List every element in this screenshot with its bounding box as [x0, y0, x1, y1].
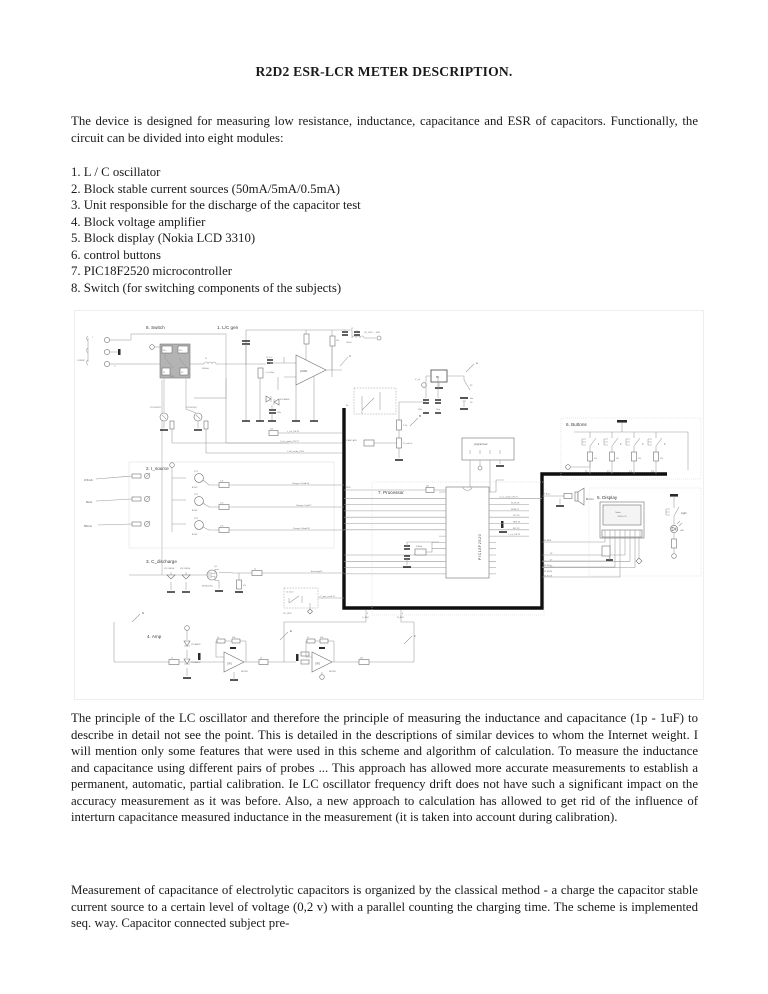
arrow-c-label: C [349, 354, 352, 358]
mcu-net-21: L_cal_ON 21 [508, 534, 521, 537]
svg-text:1k: 1k [254, 568, 256, 571]
svg-text:100p: 100p [436, 409, 440, 411]
svg-text:2.2k: 2.2k [220, 480, 224, 483]
current-source-05ma [84, 471, 344, 489]
vt6-label: VT6 BC847 [186, 407, 197, 409]
block-amp-label: 4. Amp [147, 634, 162, 639]
current-source-50ma [84, 518, 344, 536]
programmer-label: programmer [474, 443, 488, 446]
net-charge5: Charge i 5mA 17 [296, 504, 312, 507]
module-list [71, 164, 698, 296]
button-4 [648, 432, 666, 474]
lcd-label-2: 3310 LCD [617, 516, 627, 518]
ucvdd-label: UC_VDD [283, 613, 292, 615]
led-label: LED [680, 530, 685, 532]
schematic-svg [74, 310, 705, 701]
block-processor-label: 7. Processor [378, 490, 404, 495]
button-2 [604, 432, 622, 474]
mcu-net-22: INC 22 [513, 527, 520, 530]
net-25: 25 SDIN [544, 571, 552, 573]
svg-text:51k: 51k [616, 458, 619, 460]
list-item: 3. Unit responsible for the discharge of the capacitor test [71, 198, 361, 213]
net-rmode: C+/R_mode_ON 5 [287, 451, 305, 453]
regulator-label: 8v [436, 375, 440, 379]
list-item: 5. Block display (Nokia LCD 3310) [71, 231, 256, 246]
svg-text:S1: S1 [470, 385, 473, 387]
svg-text:3: 3 [642, 443, 644, 446]
net-18: 18 [550, 553, 553, 555]
button-pin-label: 13 [629, 470, 632, 474]
battery-label: Bat [470, 398, 474, 400]
probe-l-label: L [92, 337, 94, 339]
svg-text:2: 2 [620, 443, 622, 446]
light-label: Light [681, 512, 687, 515]
crystal-label: 0.5MHz [416, 546, 423, 548]
vt1-label: VT1 [194, 471, 198, 473]
current-source-5ma [86, 494, 344, 512]
arrow-e-label: E [290, 629, 293, 633]
block-buzzer [542, 488, 594, 506]
block-display [542, 488, 701, 578]
block-switch [77, 325, 289, 575]
block-buttons-label: 6. Buttons [566, 422, 587, 427]
lcd-label-1: Nokia [615, 512, 621, 514]
block-amp [114, 610, 416, 680]
list-item: 2. Block stable current sources (50mA/5mA/0.5mA) [71, 181, 341, 196]
net-res23: 23 RES [544, 540, 552, 542]
block-buttons [561, 418, 701, 479]
svg-text:1k: 1k [260, 657, 262, 660]
svg-text:10k: 10k [336, 340, 339, 342]
intro-paragraph: The device is designed for measuring low resistance, inductance, capacitance and ESR of capacitors. Functionally, the circuit can be divided into eight modules: [71, 114, 698, 145]
relay-pin [150, 345, 155, 350]
bplus-label: B+ [346, 405, 349, 407]
probe-c-label: C [114, 366, 116, 368]
probe-jack [104, 337, 109, 342]
l1-label: L1 [205, 358, 208, 360]
block-bat-adc [346, 402, 426, 460]
block-power [415, 361, 478, 413]
vt2-label: VT2 [194, 494, 198, 496]
block-isource-label: 2. I_source [146, 466, 169, 471]
list-item: 4. Block voltage amplifier [71, 214, 206, 229]
vd2-label: VD2 1N4004 [180, 568, 191, 570]
net-17: 17 [550, 559, 553, 562]
net-cmode: C+/-L_mode_ON 27 [280, 441, 299, 443]
mcu-net-23: RES 23 [513, 521, 521, 524]
block-programmer [446, 438, 514, 492]
arrow-a-label: A [476, 361, 479, 365]
button-1 [582, 432, 600, 474]
svg-text:100n: 100n [418, 409, 422, 411]
current-label: 5mA [86, 500, 93, 504]
net-vdd: VDD [346, 487, 351, 489]
l1-value: 50/80uH [202, 368, 209, 370]
vref-label: V_ref [415, 379, 420, 381]
net-charge50: Charge i 50mA 18 [293, 527, 310, 530]
mcu-chip [446, 487, 489, 578]
svg-text:47k: 47k [243, 585, 246, 587]
block-processor [344, 480, 544, 615]
op2-type: MCP601 [329, 671, 336, 673]
button-pin-label: 23 [651, 470, 654, 474]
svg-text:K1a: K1a [163, 350, 167, 352]
button-pin-label: 11 [585, 470, 588, 474]
cselect-label: C1 select [286, 591, 294, 594]
svg-text:2.2k: 2.2k [220, 525, 224, 528]
block-cdischarge-label: 3. C_discharge [146, 559, 177, 564]
mosfet-label: IRLML2502 [202, 585, 213, 588]
circuit-schematic [74, 310, 705, 701]
vdd-note: UC_VDD → VDD [364, 332, 381, 334]
block-switch-label: 8. Switch [146, 325, 165, 330]
block-display-label: 5. Display [597, 495, 618, 500]
svg-text:BC847: BC847 [192, 487, 198, 489]
net-discharge: discharge15 [311, 570, 323, 573]
op1-label: OP1 [227, 662, 233, 666]
mosfet [207, 570, 217, 580]
list-item: 1. L / C oscillator [71, 165, 161, 179]
svg-text:BC847: BC847 [192, 534, 198, 536]
q1-label: Q1 [214, 566, 217, 568]
vt5-label: VT5 BC847 [150, 407, 161, 409]
svg-text:2.2k: 2.2k [220, 502, 224, 505]
svg-text:4: 4 [664, 443, 666, 446]
mcu-label: PIC18F2520 [478, 533, 482, 560]
probe-comnc-label: COMNC [77, 360, 85, 362]
net-r-adc-num: 4 [402, 613, 404, 615]
list-item: 8. Switch (for switching components of the subjects) [71, 280, 342, 295]
page-title: R2D2 ESR-LCR METER DESCRIPTION. [255, 64, 513, 79]
mcu-net-27: C+/-L_mode_ON 27 [499, 496, 518, 499]
mcu-net-24: D/C 24 [513, 515, 520, 518]
svg-text:1: 1 [598, 443, 600, 446]
net-bat-adc: 2 BAT_ADC [346, 440, 358, 442]
net-r-adc: R_ADC [397, 617, 405, 619]
capacitance-paragraph: Measurement of capacitance of electrolytic capacitors is organized by the classical method - a charge the capacitor stable current source to a certain level of voltage (0,2 v) with a parallel counting the charging time. The scheme is implemented seq. way. Capacitor connected subject pre- [71, 883, 698, 931]
net-16: 16 [550, 565, 553, 568]
l2-value: 100uH [346, 342, 352, 344]
op1-type: MCP601 [241, 671, 248, 673]
list-item: 7. PIC18F2520 microcontroller [71, 264, 233, 279]
vd5-label: VD5 BAV99 [280, 399, 290, 401]
svg-text:150: 150 [270, 428, 273, 431]
net-lcal: L_cal_ON 21 [287, 431, 300, 433]
lc-oscillator-paragraph: The principle of the LC oscillator and therefore the principle of measuring the inductance and capacitance (1p - 1uF) to describe in detail not see the point. This is detailed in the descriptions of similar devices to whom the Internet weight. I will mention only some features that were used in this scheme and algorithm of calculation. To measure the inductance and capacitance using different pairs of probes ... This approach has allowed more accurate measurements to establish a permanent, automatic, partial calibration. Ie LC oscillator frequency drift does not have such a significant impact on the accuracy measurement as it was before. Also, a new approach to calculation has allowed to get rid of the influence of interturn capacitance measured inductance in the measurement (it is taken into account during calibration). [71, 711, 698, 825]
net-cond: +C_gen_cond 14 [319, 595, 335, 598]
arrow-d-label: D [142, 611, 145, 615]
svg-text:51k: 51k [594, 458, 597, 460]
buzzer-label: Buzzer [586, 498, 594, 501]
block-c-discharge [129, 559, 344, 592]
block-i-source [84, 462, 344, 548]
rstab-label: R_stab 1k [403, 443, 413, 445]
block-lcgen-label: 1. L/C gen [217, 325, 239, 330]
vd1-label: VD1 1N4004 [164, 568, 175, 570]
ccal-label: C_cal 500p [265, 372, 275, 374]
arrow-b-label: B [419, 414, 422, 418]
op2-label: OP2 [315, 662, 321, 666]
svg-text:6.8k: 6.8k [320, 637, 324, 639]
relay-label: PK-2 [170, 376, 175, 378]
net-charge05: Charge i 0.5mA 16 [292, 482, 310, 485]
svg-text:K2a: K2a [179, 350, 183, 352]
mcu-net-26: SCLK 26 [511, 502, 520, 505]
svg-text:10k: 10k [426, 485, 429, 488]
svg-text:BC847: BC847 [192, 510, 198, 512]
button-pin-label: 12 [607, 470, 610, 474]
current-label: 0.5mA [84, 478, 93, 482]
vt3-label: VT3 [194, 518, 198, 520]
manual-cal-switch-box [354, 388, 396, 414]
svg-text:1k: 1k [171, 657, 173, 660]
current-label: 50mA [84, 524, 92, 528]
adc-cross-labels [362, 613, 405, 619]
svg-text:6.8k: 6.8k [232, 637, 236, 639]
net-c-adc: C_ADC [362, 617, 370, 619]
arrow-f-label: F [414, 634, 416, 638]
net-c-adc-num: 3 [367, 613, 369, 615]
net-buzz: 7 Buzz [544, 493, 551, 496]
programmer-box [462, 438, 514, 460]
comparator-label: LM311 [300, 370, 308, 373]
svg-text:100: 100 [360, 657, 363, 660]
mcu-net-25: SDIN 25 [511, 508, 519, 511]
vd3-label: VD3 BAV99 [191, 644, 201, 646]
l2-label: L2 [351, 328, 354, 330]
svg-text:1.2k: 1.2k [403, 425, 407, 427]
block-c-select [283, 588, 344, 615]
vd4-label: VD4 BAV99 [191, 662, 201, 664]
svg-text:1k: 1k [307, 637, 309, 639]
svg-text:K2: K2 [181, 372, 184, 374]
net-26: 26 SCLK [544, 575, 553, 578]
probe-jack [104, 349, 109, 354]
c2-label: C2 2.2u [266, 357, 273, 359]
svg-text:51k: 51k [638, 458, 641, 460]
svg-text:1k: 1k [217, 637, 219, 639]
svg-text:100n: 100n [277, 412, 281, 414]
probe-jack [104, 361, 109, 366]
svg-text:K1: K1 [163, 372, 166, 374]
battery-voltage: 9V [470, 402, 473, 404]
buzzer-icon [578, 488, 584, 505]
net-24: 24 D/C [544, 565, 551, 567]
button-3 [626, 432, 644, 474]
svg-text:51k: 51k [660, 458, 663, 460]
block-lc-gen [190, 325, 396, 453]
list-item: 6. control buttons [71, 247, 161, 262]
